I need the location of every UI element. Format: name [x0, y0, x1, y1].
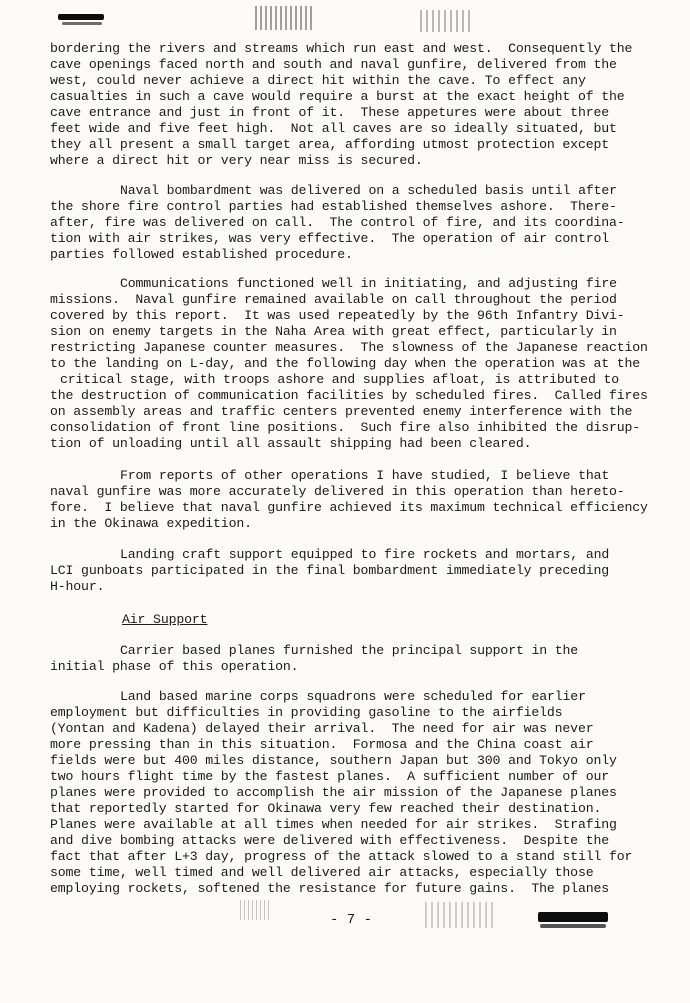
- text-line: restricting Japanese counter measures. The slowness of the Japanese reaction: [50, 340, 648, 355]
- text-line: covered by this report. It was used repeatedly by the 96th Infantry Divi-: [50, 308, 625, 323]
- text-line: Land based marine corps squadrons were scheduled for earlier: [120, 689, 586, 704]
- text-line: after, fire was delivered on call. The control of fire, and its coordina-: [50, 215, 625, 230]
- text-line: on assembly areas and traffic centers prevented enemy interference with the: [50, 404, 633, 419]
- text-line: Communications functioned well in initiating, and adjusting fire: [120, 276, 617, 291]
- text-line: more pressing than in this situation. Formosa and the China coast air: [50, 737, 594, 752]
- scan-stamp-mark-top: [255, 6, 315, 30]
- text-line: H-hour.: [50, 579, 105, 594]
- text-line: planes were provided to accomplish the air mission of the Japanese planes: [50, 785, 617, 800]
- text-line: two hours flight time by the fastest planes. A sufficient number of our: [50, 769, 609, 784]
- redaction-bar-top-left-2: [62, 22, 102, 25]
- text-line: bordering the rivers and streams which run east and west. Consequently the: [50, 41, 633, 56]
- text-line: initial phase of this operation.: [50, 659, 299, 674]
- text-line: the shore fire control parties had established themselves ashore. There-: [50, 199, 617, 214]
- text-line: and dive bombing attacks were delivered with effectiveness. Despite the: [50, 833, 609, 848]
- redaction-bar-bottom-right: [538, 912, 608, 922]
- text-line: naval gunfire was more accurately delivered in this operation than hereto-: [50, 484, 625, 499]
- text-line: some time, well timed and well delivered air attacks, especially those: [50, 865, 594, 880]
- text-line: that reportedly started for Okinawa very few reached their destination.: [50, 801, 602, 816]
- text-line: in the Okinawa expedition.: [50, 516, 252, 531]
- text-line: critical stage, with troops ashore and supplies afloat, is attributed to: [60, 372, 619, 387]
- text-line: From reports of other operations I have studied, I believe that: [120, 468, 610, 483]
- text-line: parties followed established procedure.: [50, 247, 353, 262]
- text-line: Landing craft support equipped to fire rockets and mortars, and: [120, 547, 610, 562]
- text-line: Planes were available at all times when needed for air strikes. Strafing: [50, 817, 617, 832]
- text-line: fore. I believe that naval gunfire achieved its maximum technical efficiency: [50, 500, 648, 515]
- text-line: consolidation of front line positions. Such fire also inhibited the disrup-: [50, 420, 641, 435]
- text-line: cave openings faced north and south and naval gunfire, delivered from the: [50, 57, 617, 72]
- text-line: tion of unloading until all assault shipping had been cleared.: [50, 436, 532, 451]
- text-line: Naval bombardment was delivered on a scheduled basis until after: [120, 183, 617, 198]
- scan-stamp-mark-bottom-2: [425, 902, 495, 928]
- text-line: Carrier based planes furnished the principal support in the: [120, 643, 579, 658]
- text-line: LCI gunboats participated in the final bombardment immediately preceding: [50, 563, 609, 578]
- scan-stamp-mark-top-2: [420, 10, 470, 32]
- text-line: missions. Naval gunfire remained available on call throughout the period: [50, 292, 617, 307]
- text-line: fields were but 400 miles distance, southern Japan but 300 and Tokyo only: [50, 753, 617, 768]
- text-line: sion on enemy targets in the Naha Area with great effect, particularly in: [50, 324, 617, 339]
- text-line: casualties in such a cave would require a burst at the exact height of the: [50, 89, 625, 104]
- text-line: where a direct hit or very near miss is secured.: [50, 153, 423, 168]
- text-line: fact that after L+3 day, progress of the attack slowed to a stand still for: [50, 849, 633, 864]
- text-line: employment but difficulties in providing gasoline to the airfields: [50, 705, 563, 720]
- text-line: (Yontan and Kadena) delayed their arrival. The need for air was never: [50, 721, 594, 736]
- text-line: employing rockets, softened the resistance for future gains. The planes: [50, 881, 609, 896]
- text-line: to the landing on L-day, and the following day when the operation was at the: [50, 356, 641, 371]
- text-line: west, could never achieve a direct hit within the cave. To effect any: [50, 73, 586, 88]
- text-line: feet wide and five feet high. Not all caves are so ideally situated, but: [50, 121, 617, 136]
- redaction-bar-top-left: [58, 14, 104, 20]
- text-line: the destruction of communication facilities by scheduled fires. Called fires: [50, 388, 648, 403]
- redaction-bar-bottom-right-2: [540, 924, 606, 928]
- page-number: - 7 -: [330, 912, 373, 928]
- text-line: they all present a small target area, affording utmost protection except: [50, 137, 609, 152]
- text-line: tion with air strikes, was very effective. The operation of air control: [50, 231, 609, 246]
- scan-stamp-mark-bottom: [240, 900, 270, 920]
- text-line: cave entrance and just in front of it. These appetures were about three: [50, 105, 609, 120]
- section-heading: Air Support: [122, 612, 208, 627]
